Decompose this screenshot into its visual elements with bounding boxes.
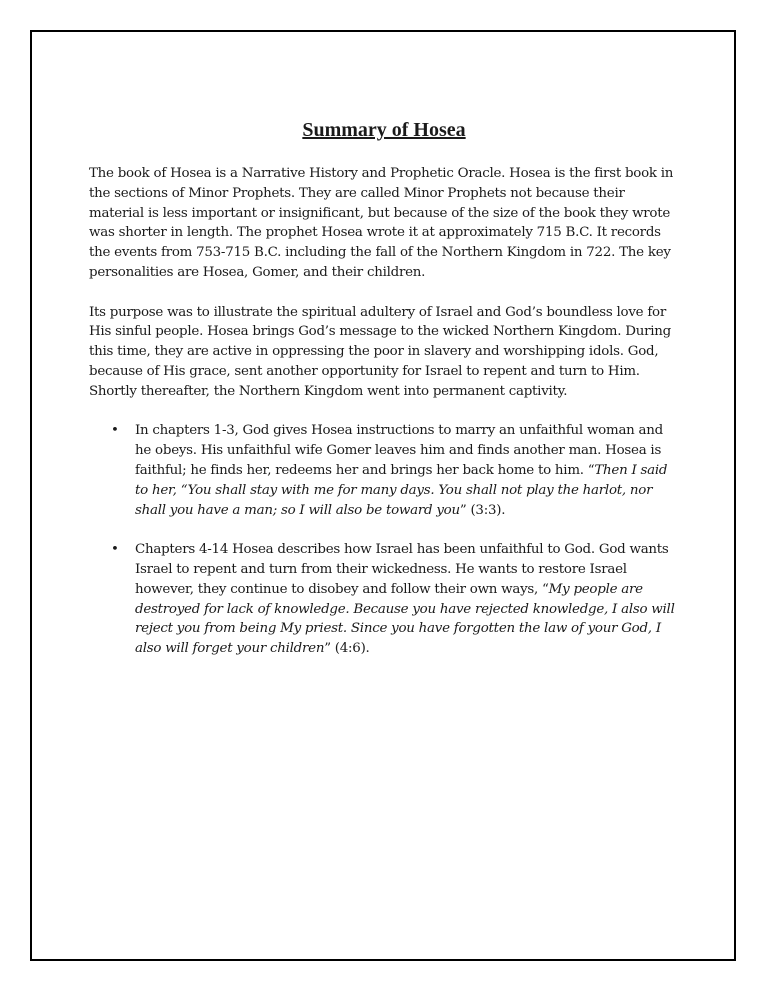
bullet-item-chapters-1-3 (89, 421, 681, 520)
document-body (89, 164, 681, 679)
scripture-quote: Then I said to her, “You shall stay with me for many days. You shall not play the harlot, nor shall you have a man; so I will also be toward you (135, 462, 668, 518)
bullet-marker: • (111, 423, 119, 439)
bullet-item-chapters-4-14 (89, 540, 681, 659)
scripture-quote: My people are destroyed for lack of knowledge. Because you have rejected knowledge, I also will reject you from being My priest. Since you have forgotten the law of your God, I also will forget your children (135, 581, 675, 657)
purpose-paragraph: Its purpose was to illustrate the spiritual adultery of Israel and God’s boundless love for His sinful people. Hosea brings God’s message to the wicked Northern Kingdom. During this time, they are active in oppressing the poor in slavery and worshipping idols. God, because of His grace, sent another opportunity for Israel to repent and turn to Him. Shortly thereafter, the Northern Kingdom went into permanent captivity. (89, 304, 671, 399)
bullet-marker: • (111, 542, 119, 558)
scripture-reference: ” (3:3). (459, 502, 506, 518)
bullet-text: In chapters 1-3, God gives Hosea instructions to marry an unfaithful woman and he obeys. His unfaithful wife Gomer leaves him and finds another man. Hosea is faithful; he finds her, redeems her and brings her back home to him. “ (135, 423, 663, 478)
bullet-text: Chapters 4-14 Hosea describes how Israel has been unfaithful to God. God wants Israel to repent and turn from their wickedness. He wants to restore Israel however, they continue to disobey and follow their own ways, “ (135, 542, 669, 597)
intro-paragraph: The book of Hosea is a Narrative History and Prophetic Oracle. Hosea is the first book in the sections of Minor Prophets. They are called Minor Prophets not because their material is less important or insignificant, but because of the size of the book they wrote was shorter in length. The prophet Hosea wrote it at approximately 715 B.C. It records the events from 753-715 B.C. including the fall of the Northern Kingdom in 722. The key personalities are Hosea, Gomer, and their children. (89, 166, 674, 280)
document-title: Summary of Hosea (302, 119, 466, 141)
scripture-reference: ” (4:6). (324, 641, 370, 657)
chapter-bullet-list (89, 421, 681, 659)
